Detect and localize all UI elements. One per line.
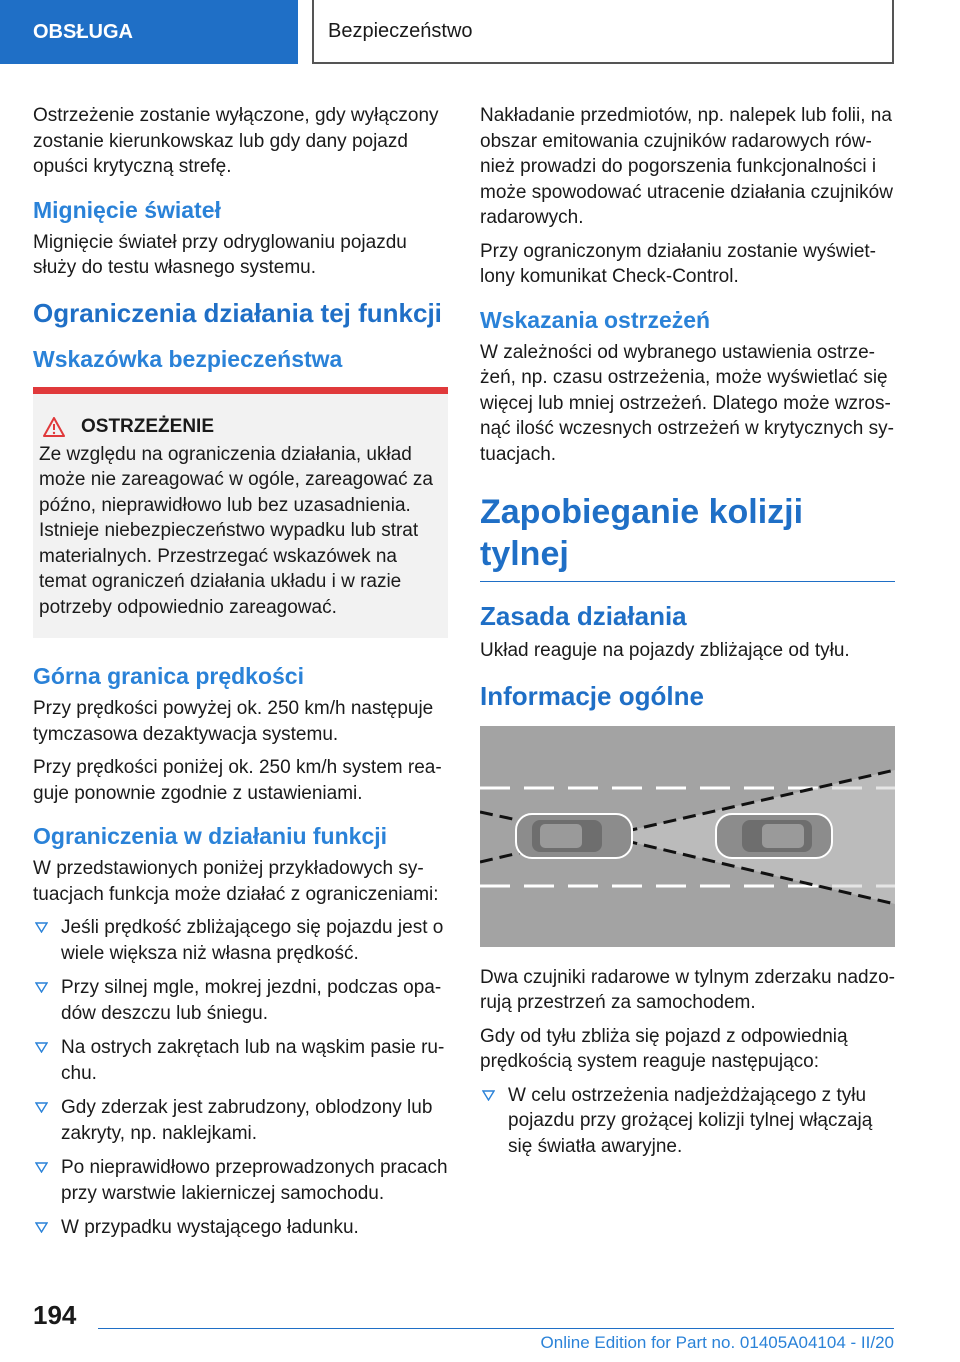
list-item-text: Na ostrych zakrętach lub na wąskim pasie ruchu. — [61, 1037, 445, 1084]
page-header — [0, 0, 960, 68]
list-item-text: Przy silnej mgle, mokrej jezdni, podczas opadów deszczu lub śniegu. — [61, 977, 442, 1024]
list-item — [33, 915, 448, 966]
radar-illustration — [480, 726, 895, 947]
safety-heading: Wskazówka bezpieczeństwa — [33, 345, 343, 372]
function-limits-intro: W przedstawionych poniżej przykładowych sytuacjach funkcja może działać z ograniczeniami: — [33, 858, 439, 905]
warning-text: Ze względu na ograniczenia działania, układ może nie zareagować w ogóle, zareagować za późno, nieprawidłowo lub bez uzasadnienia. Istnieje niebezpieczeństwo wypadku lub strat materialnych. Przestrzegać wskazówek na temat ograniczeń działania układu i w razie potrzeby odpowiednio zareagować. — [39, 443, 433, 618]
sensor-paragraph: Nakładanie przedmiotów, np. nalepek lub folii, na obszar emitowania czujników radarowych również prowadzi do pogorszenia funkcjonalności i może spowodować utracenie działania czujników radarowych. — [480, 105, 893, 228]
bullet-triangle-icon — [35, 982, 48, 993]
speed-paragraph-2: Przy prędkości poniżej ok. 250 km/h system reaguje ponownie zgodnie z ustawieniami. — [33, 757, 442, 804]
list-item-text: W przypadku wystającego ładunku. — [61, 1217, 359, 1238]
list-item-text: W celu ostrzeżenia nadjeżdżającego z tyłu pojazdu przy grożącej kolizji tylnej włączają się światła awaryjne. — [508, 1084, 873, 1157]
warnings-heading: Wskazania ostrzeżeń — [480, 306, 711, 333]
warning-bar — [33, 387, 448, 394]
approaching-car-icon — [716, 814, 832, 858]
limits-heading: Ograniczenia działania tej funkcji — [33, 297, 442, 328]
function-limits-list — [33, 915, 448, 1241]
list-item — [33, 1035, 448, 1086]
flash-paragraph: Mignięcie świateł przy odryglowaniu pojazdu służy do testu własnego systemu. — [33, 231, 407, 278]
principle-heading: Zasada działania — [480, 601, 687, 631]
bullet-triangle-icon — [482, 1090, 495, 1101]
check-control-paragraph: Przy ograniczonym działaniu zostanie wyświetlony komunikat Check-Control. — [480, 240, 876, 287]
flash-heading: Mignięcie świateł — [33, 196, 221, 223]
section-tab: OBSŁUGA — [0, 0, 298, 64]
approach-paragraph: Gdy od tyłu zbliża się pojazd z odpowiednią prędkością system reaguje następująco: — [480, 1025, 848, 1072]
list-item — [33, 1095, 448, 1146]
warning-header — [33, 394, 448, 442]
list-item — [33, 1215, 448, 1241]
bullet-triangle-icon — [35, 1042, 48, 1053]
page-number: 194 — [33, 1300, 77, 1330]
list-item — [480, 1083, 895, 1160]
warning-box — [33, 387, 448, 639]
edition-note: Online Edition for Part no. 01405A04104 - II/20 — [540, 1333, 894, 1352]
warning-triangle-icon — [43, 417, 65, 437]
list-item-text: Po nieprawidłowo przeprowadzonych pracach przy warstwie lakierniczej samochodu. — [61, 1157, 448, 1204]
main-heading: Zapobieganie kolizji tylnej — [480, 491, 895, 582]
right-column — [480, 103, 895, 1168]
rear-car-icon — [516, 814, 632, 858]
list-item-text: Jeśli prędkość zbliżającego się pojazdu jest o wiele większa niż własna prędkość. — [61, 917, 444, 964]
reaction-list — [480, 1083, 895, 1160]
function-limits-heading: Ograniczenia w działaniu funkcji — [33, 823, 388, 849]
bullet-triangle-icon — [35, 1222, 48, 1233]
list-item — [33, 1155, 448, 1206]
speed-heading: Górna granica prędkości — [33, 663, 304, 689]
bullet-triangle-icon — [35, 1162, 48, 1173]
footer-divider — [98, 1328, 894, 1329]
list-item-text: Gdy zderzak jest zabrudzony, oblodzony lub zakryty, np. naklejkami. — [61, 1097, 433, 1144]
warnings-paragraph: W zależności od wybranego ustawienia ostrzeżeń, np. czasu ostrzeżenia, może wyświetlać się więcej lub mniej ostrzeżeń. Dlatego może wzrosnąć ilość wczesnych ostrzeżeń w krytycznych sytuacjach. — [480, 341, 894, 465]
figure-paragraph: Dwa czujniki radarowe w tylnym zderzaku nadzorują przestrzeń za samochodem. — [480, 966, 895, 1013]
bullet-triangle-icon — [35, 1102, 48, 1113]
general-heading: Informacje ogólne — [480, 680, 704, 711]
chapter-tab: Bezpieczeństwo — [312, 0, 894, 64]
intro-paragraph: Ostrzeżenie zostanie wyłączone, gdy wyłączony zostanie kierunkowskaz lub gdy dany pojazd opuści krytyczną strefę. — [33, 105, 439, 177]
left-column — [33, 103, 448, 1250]
bullet-triangle-icon — [35, 922, 48, 933]
list-item — [33, 975, 448, 1026]
warning-title: OSTRZEŻENIE — [81, 415, 215, 437]
speed-paragraph-1: Przy prędkości powyżej ok. 250 km/h następuje tymczasowa dezaktywacja systemu. — [33, 698, 434, 745]
principle-paragraph: Układ reaguje na pojazdy zbliżające od tyłu. — [480, 640, 850, 661]
